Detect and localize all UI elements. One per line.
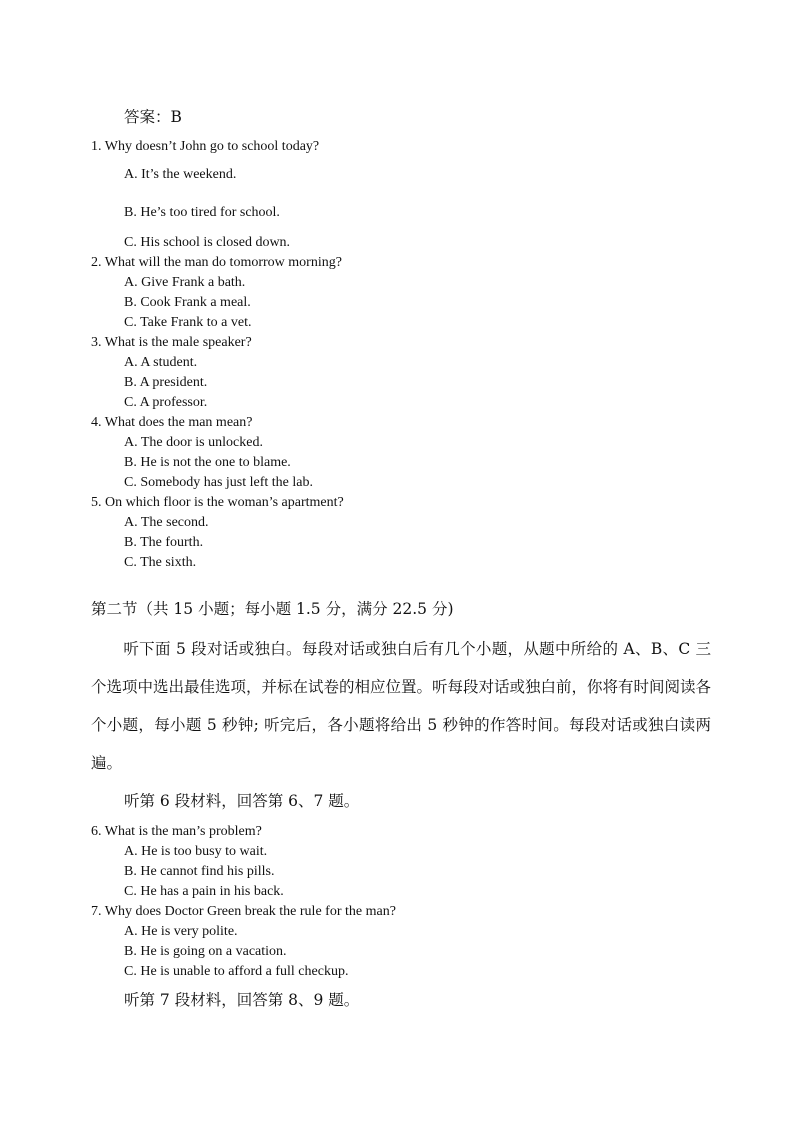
q2-option-c: C. Take Frank to a vet.	[124, 315, 252, 330]
q3-option-a: A. A student.	[124, 355, 198, 370]
answer-line: 答案：B	[124, 108, 182, 126]
q6-option-a: A. He is too busy to wait.	[124, 844, 268, 859]
question-6: 6. What is the man’s problem?	[91, 824, 262, 839]
question-2: 2. What will the man do tomorrow morning?	[91, 255, 342, 270]
q2-option-a: A. Give Frank a bath.	[124, 275, 246, 290]
q5-option-a: A. The second.	[124, 515, 209, 530]
q5-option-b: B. The fourth.	[124, 535, 204, 550]
question-4: 4. What does the man mean?	[91, 415, 253, 430]
material6-prompt: 听第 6 段材料，回答第 6、7 题。	[124, 792, 360, 810]
q7-option-b: B. He is going on a vacation.	[124, 944, 287, 959]
q3-option-c: C. A professor.	[124, 395, 208, 410]
section2-instructions	[91, 630, 711, 782]
q2-option-b: B. Cook Frank a meal.	[124, 295, 251, 310]
section2-heading: 第二节（共 15 小题；每小题 1.5 分，满分 22.5 分)	[91, 600, 454, 618]
q1-option-a: A. It’s the weekend.	[124, 167, 237, 182]
q3-option-b: B. A president.	[124, 375, 208, 390]
question-7: 7. Why does Doctor Green break the rule for the man?	[91, 904, 396, 919]
question-3: 3. What is the male speaker?	[91, 335, 252, 350]
question-1: 1. Why doesn’t John go to school today?	[91, 139, 320, 154]
q7-option-a: A. He is very polite.	[124, 924, 238, 939]
q4-option-b: B. He is not the one to blame.	[124, 455, 291, 470]
section2-instructions-text: 听下面 5 段对话或独白。每段对话或独白后有几个小题，从题中所给的 A、B、C 三个选项中选出最佳选项，并标在试卷的相应位置。听每段对话或独白前，你将有时间阅读各个小题，每小题 5 秒钟; 听完后，各小题将给出 5 秒钟的作答时间。每段对话或独白读两遍。	[91, 640, 712, 772]
question-5: 5. On which floor is the woman’s apartment?	[91, 495, 344, 510]
q5-option-c: C. The sixth.	[124, 555, 197, 570]
q1-option-c: C. His school is closed down.	[124, 235, 291, 250]
q4-option-a: A. The door is unlocked.	[124, 435, 263, 450]
q4-option-c: C. Somebody has just left the lab.	[124, 475, 313, 490]
q6-option-c: C. He has a pain in his back.	[124, 884, 284, 899]
material7-prompt: 听第 7 段材料，回答第 8、9 题。	[124, 991, 360, 1009]
q6-option-b: B. He cannot find his pills.	[124, 864, 275, 879]
q7-option-c: C. He is unable to afford a full checkup.	[124, 964, 349, 979]
q1-option-b: B. He’s too tired for school.	[124, 205, 280, 220]
